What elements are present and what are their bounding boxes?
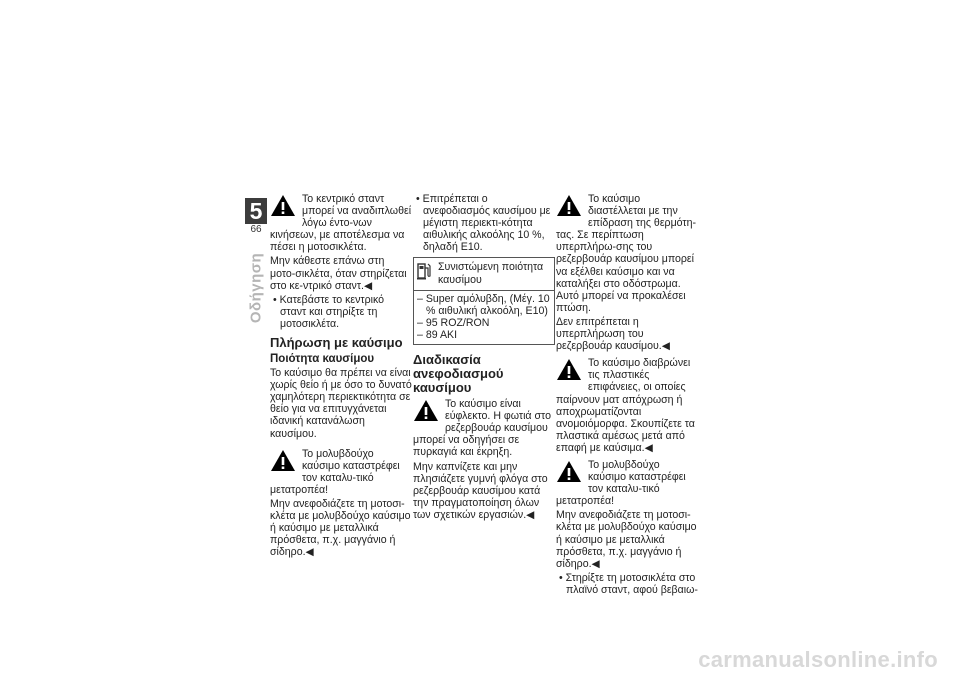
warning-text: Μην ανεφοδιάζετε τη μοτοσι-κλέτα με μολυβδούχο καύσιμο ή καύσιμο με μεταλλικά πρόσθετα, π.χ. μαγγάνιο ή σίδηρο.◀ — [270, 497, 411, 559]
section-heading: Διαδικασία ανεφοδιασμού καυσίμου — [413, 352, 504, 396]
bullet-item: • Κατεβάστε το κεντρικό σταντ και στηρίξτε τη μοτοσικλέτα. — [273, 293, 385, 330]
box-header — [414, 258, 554, 290]
warning-text: Μην καπνίζετε και μην πλησιάζετε γυμνή φλόγα στο ρεζερβουάρ καυσίμου κατά την πραγματοποίηση όλων των σχετικών εργασιών.◀ — [413, 460, 548, 521]
bullet-item: • Επιτρέπεται ο ανεφοδιασμός καυσίμου με μέγιστη περιεκτι-κότητα αιθυλικής αλκοόλης 10 %, δηλαδή E10. — [416, 193, 551, 254]
page-number: 66 — [245, 224, 267, 236]
warning-text: Δεν επιτρέπεται η υπερπλήρωση του ρεζερβουάρ καυσίμου.◀ — [556, 315, 670, 353]
column-2 — [413, 193, 555, 523]
warning-icon — [556, 460, 584, 484]
bullet-item: • Στηρίξτε τη μοτοσικλέτα στο πλαϊνό σταντ, αφού βεβαιω- — [559, 571, 698, 596]
warning-text: Το μολυβδούχο καύσιμο καταστρέφει τον καταλυ-τικό μετατροπέα! — [556, 458, 686, 508]
side-title-text: Οδήγηση — [247, 252, 265, 323]
warning-text: Το κεντρικό σταντ μπορεί να αναδιπλωθεί λόγω έντο-νων κινήσεων, με αποτέλεσμα να πέσει η μοτοσικλέτα. — [270, 193, 412, 254]
list-item: – 95 ROZ/RON — [417, 316, 490, 329]
warning-icon — [270, 449, 298, 473]
subsection-heading: Ποιότητα καυσίμου — [270, 353, 375, 366]
warning-text: Μην ανεφοδιάζετε τη μοτοσι-κλέτα με μολυβδούχο καύσιμο ή καύσιμο με μεταλλικά πρόσθετα, π.χ. μαγγάνιο ή σίδηρο.◀ — [556, 509, 697, 570]
box-body — [414, 291, 554, 344]
warning-text: Μην κάθεστε επάνω στη μοτο-σικλέτα, όταν στηρίζεται στο κε-ντρικό σταντ.◀ — [270, 255, 407, 292]
list-item: – Super αμόλυβδη, (Μέγ. 10 % αιθυλική αλκοόλη, E10) — [417, 292, 550, 317]
paragraph: Το καύσιμο θα πρέπει να είναι χωρίς θείο ή με όσο το δυνατό χαμηλότερη περιεκτικότητα σε θείο για να επιτυγχάνεται ιδανική κατανάλωση καυσίμου. — [270, 367, 412, 440]
chapter-number: 5 — [249, 198, 263, 224]
chapter-tab — [245, 198, 267, 236]
list-item: – 89 AKI — [417, 328, 458, 341]
fuel-pump-icon — [416, 261, 438, 285]
warning-text: Το μολυβδούχο καύσιμο καταστρέφει τον καταλυ-τικό μετατροπέα! — [270, 447, 400, 496]
warning-text: Το καύσιμο διαστέλλεται με την επίδραση της θερμότη-τας. Σε περίπτωση υπερπλήρω-σης του ρεζερβουάρ καυσίμου μπορεί να εξέλθει καύσιμο και να καταλήξει στο οδόστρωμα. Αυτό μπορεί να προκαλέσει πτώση. — [556, 193, 697, 314]
fuel-quality-box — [413, 257, 555, 345]
column-3 — [556, 193, 698, 598]
warning-text: Το καύσιμο διαβρώνει τις πλαστικές επιφάνειες, οι οποίες παίρνουν ματ απόχρωση ή αποχρωματίζονται ανομοιόμορφα. Σκουπίζετε τα πλαστικά αμέσως μετά από επαφή με καύσιμα.◀ — [556, 357, 695, 454]
warning-icon — [556, 194, 584, 218]
column-1 — [270, 193, 412, 560]
warning-icon — [413, 399, 441, 423]
warning-icon — [556, 358, 584, 382]
warning-icon — [270, 194, 298, 218]
section-heading: Πλήρωση με καύσιμο — [270, 335, 403, 351]
watermark: carmanualsonline.info — [698, 647, 938, 672]
side-title — [244, 245, 268, 330]
warning-text: Το καύσιμο είναι εύφλεκτο. Η φωτιά στο ρεζερβουάρ καυσίμου μπορεί να οδηγήσει σε πυρκαγιά και έκρηξη. — [413, 398, 551, 459]
box-title: Συνιστώμενη ποιότητα καυσίμου — [438, 261, 544, 286]
